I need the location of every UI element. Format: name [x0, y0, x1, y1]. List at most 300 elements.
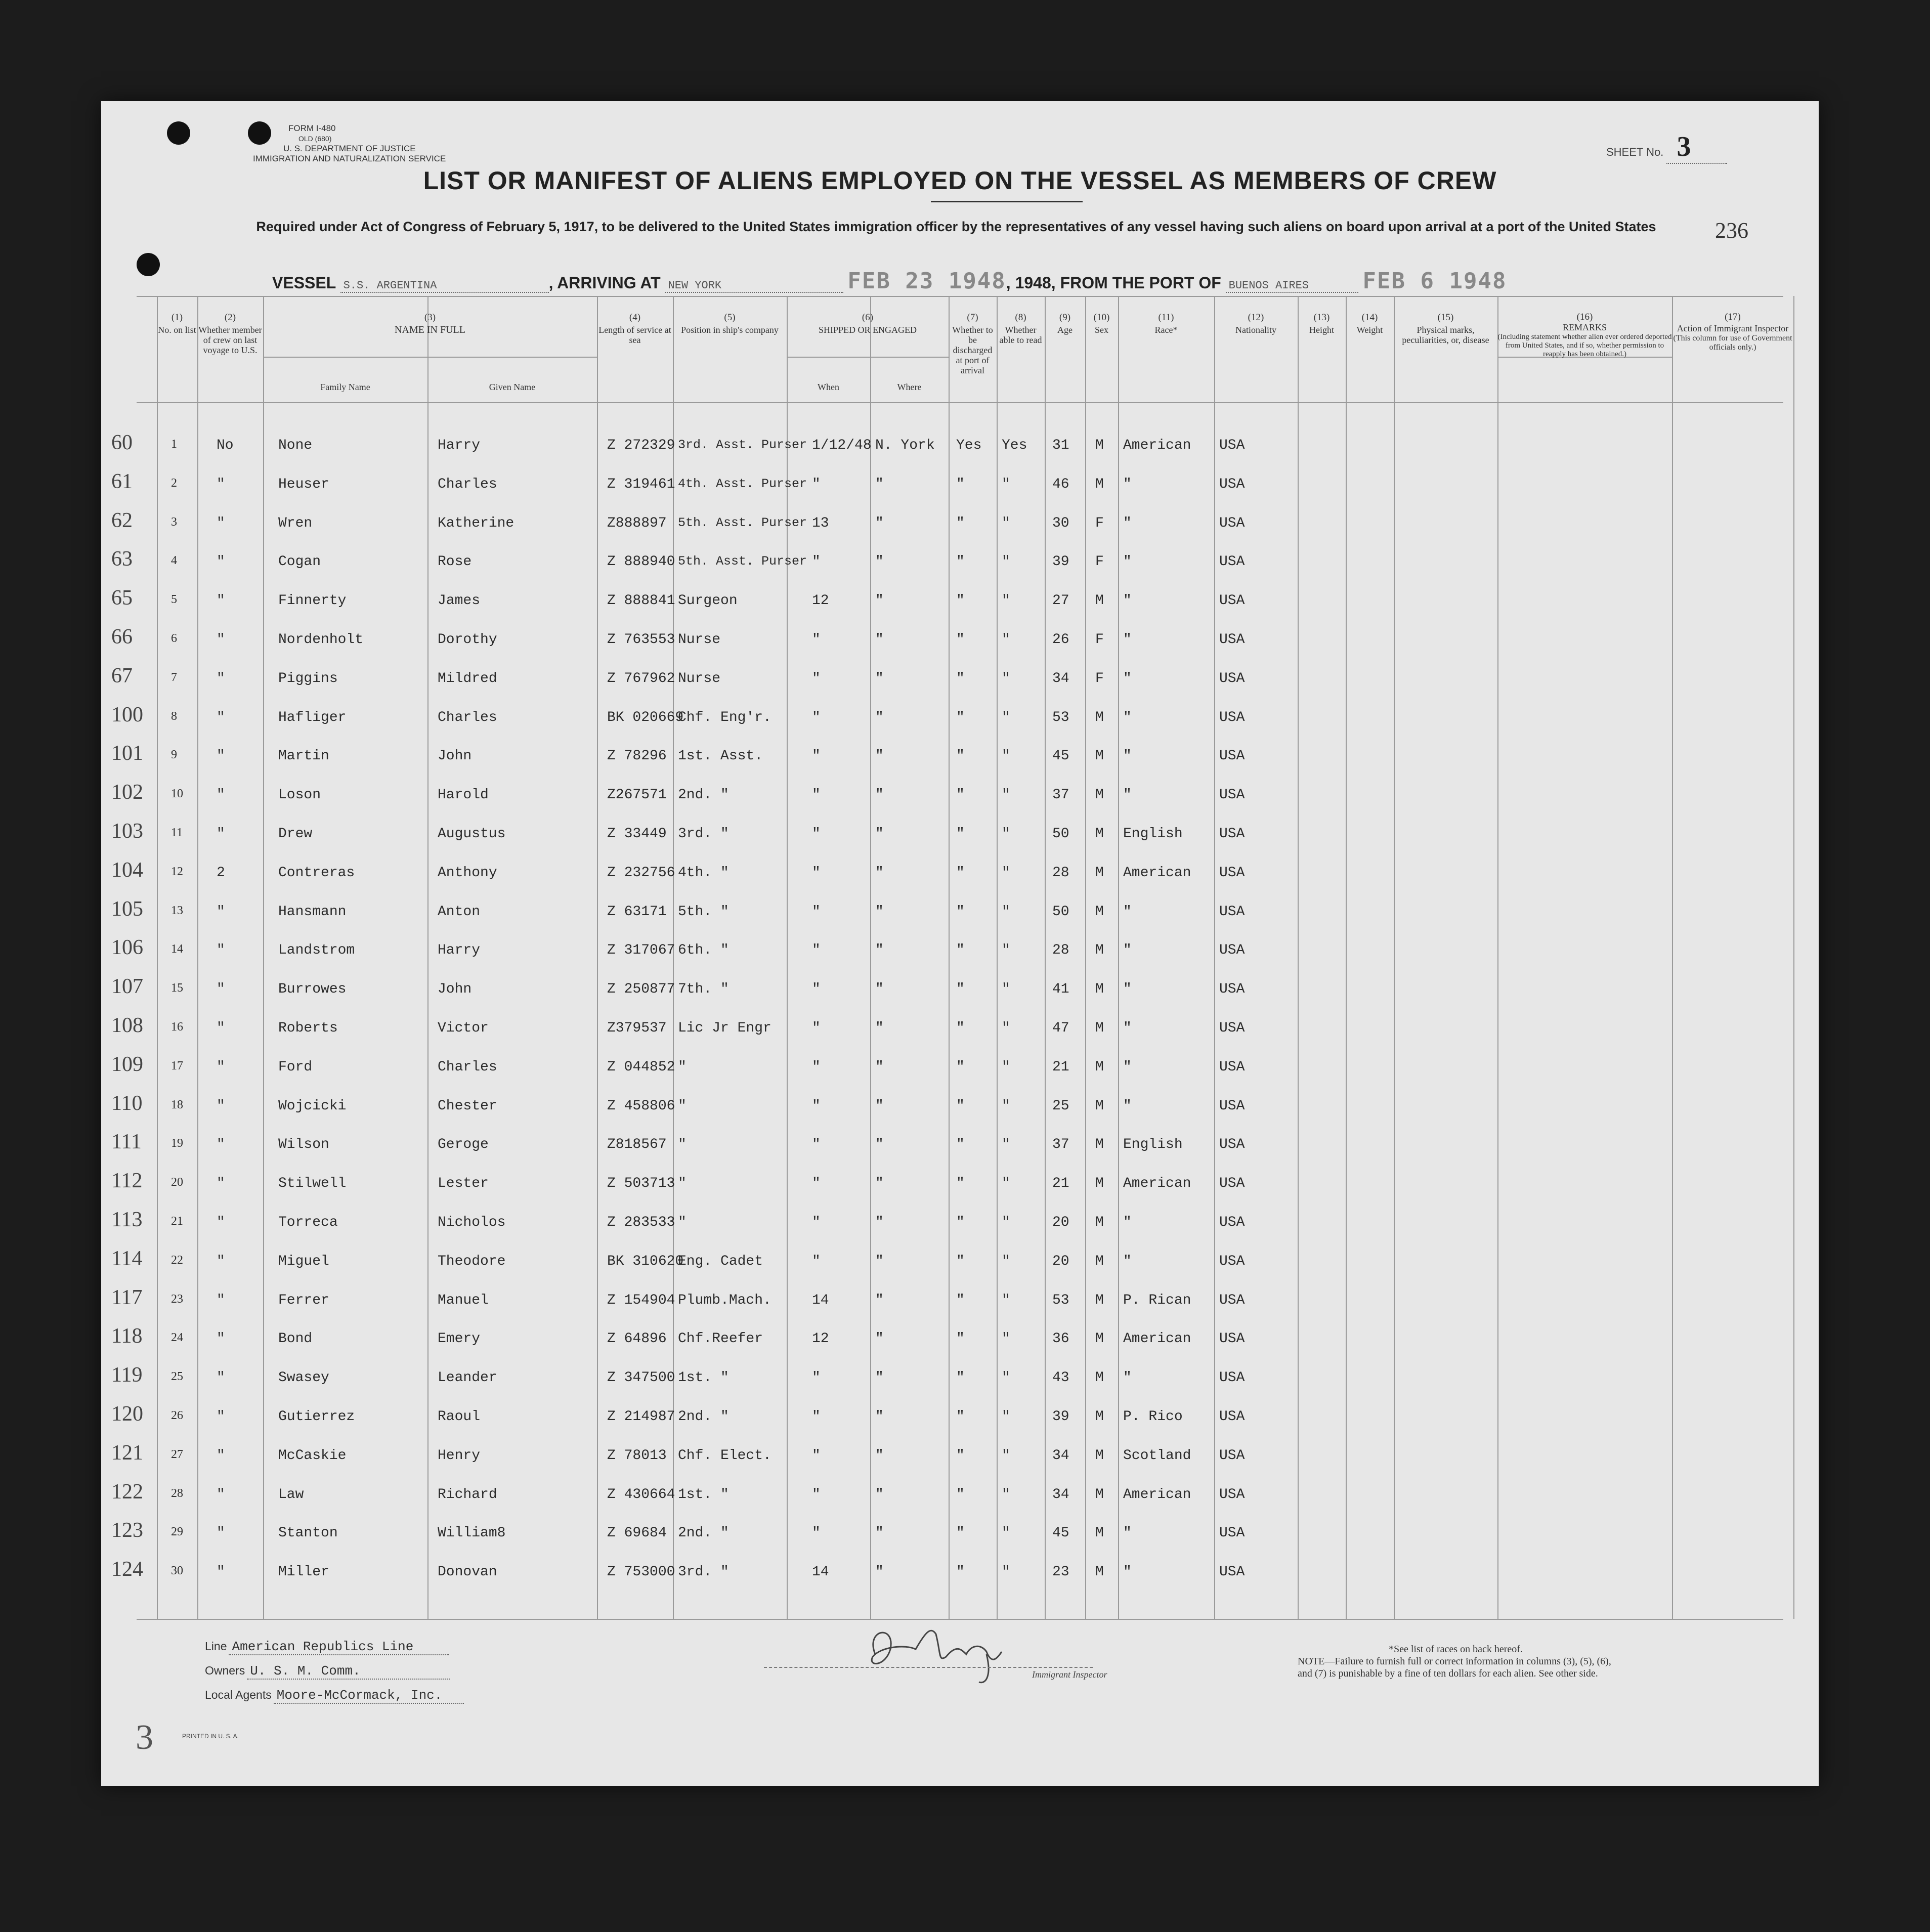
discharged: "	[956, 1370, 965, 1386]
sex: M	[1095, 709, 1104, 725]
last-voyage: "	[217, 1176, 225, 1192]
age: 25	[1052, 1098, 1069, 1114]
given-name: Victor	[438, 1020, 489, 1036]
able-to-read: "	[1002, 1370, 1010, 1386]
age: 46	[1052, 476, 1069, 492]
family-name: Wojcicki	[278, 1098, 347, 1114]
row-number: 14	[171, 942, 183, 956]
table-row	[101, 1441, 1819, 1483]
position: Chf. Elect.	[678, 1447, 771, 1464]
sex: M	[1095, 1253, 1104, 1269]
race: American	[1123, 1176, 1191, 1192]
shipped-where: "	[875, 1098, 884, 1114]
row-number: 16	[171, 1020, 183, 1034]
able-to-read: "	[1002, 865, 1010, 881]
position: Surgeon	[678, 593, 738, 609]
row-number: 9	[171, 748, 177, 762]
row-number: 24	[171, 1331, 183, 1345]
sex: M	[1095, 1486, 1104, 1502]
race: English	[1123, 826, 1183, 842]
page-title: LIST OR MANIFEST OF ALIENS EMPLOYED ON THE VESSEL AS MEMBERS OF CREW	[423, 166, 1497, 195]
race: "	[1123, 787, 1132, 803]
shipped-where: "	[875, 1020, 884, 1036]
shipped-where: "	[875, 1447, 884, 1464]
age: 43	[1052, 1370, 1069, 1386]
family-name: Miller	[278, 1564, 329, 1580]
agents-field	[205, 1688, 464, 1704]
last-voyage: "	[217, 1409, 225, 1425]
shipped-where: "	[875, 748, 884, 764]
line-value: American Republics Line	[229, 1639, 449, 1655]
given-name: Henry	[438, 1447, 481, 1464]
service-length: Z267571	[607, 787, 667, 803]
shipped-where: "	[875, 1215, 884, 1230]
position: "	[678, 1059, 687, 1075]
last-voyage: "	[217, 1253, 225, 1269]
family-name: Stanton	[278, 1525, 338, 1541]
table-row	[101, 1402, 1819, 1444]
discharged: "	[956, 787, 965, 803]
table-row	[101, 1169, 1819, 1211]
col-head-3: (3) NAME IN FULL	[395, 312, 465, 335]
line-field	[205, 1639, 449, 1655]
row-number: 29	[171, 1525, 183, 1539]
position: Nurse	[678, 670, 721, 686]
given-name: Theodore	[438, 1253, 506, 1269]
nationality: USA	[1219, 1525, 1245, 1541]
service-length: Z 283533	[607, 1215, 675, 1230]
nationality: USA	[1219, 476, 1245, 492]
age: 20	[1052, 1215, 1069, 1230]
service-length: Z 69684	[607, 1525, 667, 1541]
sex: M	[1095, 942, 1104, 959]
age: 50	[1052, 904, 1069, 920]
given-name: Leander	[438, 1370, 497, 1386]
race: Scotland	[1123, 1447, 1191, 1464]
shipped-where: "	[875, 515, 884, 531]
family-name: Stilwell	[278, 1176, 347, 1192]
race: "	[1123, 709, 1132, 725]
able-to-read: "	[1002, 515, 1010, 531]
position: Plumb.Mach.	[678, 1292, 771, 1308]
table-top-rule	[137, 296, 1783, 297]
race: "	[1123, 554, 1132, 570]
row-number: 22	[171, 1253, 183, 1267]
service-length: Z 753000	[607, 1564, 675, 1580]
position: 2nd. "	[678, 1409, 729, 1425]
shipped-where: "	[875, 1059, 884, 1075]
table-row	[101, 586, 1819, 628]
sex: M	[1095, 1020, 1104, 1036]
family-name: Ford	[278, 1059, 313, 1075]
margin-number: 109	[111, 1052, 143, 1076]
nationality: USA	[1219, 1486, 1245, 1502]
sex: M	[1095, 1098, 1104, 1114]
able-to-read: "	[1002, 1253, 1010, 1269]
discharged: "	[956, 593, 965, 609]
able-to-read: "	[1002, 632, 1010, 648]
discharged: "	[956, 1564, 965, 1580]
given-name: Harry	[438, 438, 481, 453]
vessel-line	[272, 268, 1507, 294]
row-number: 7	[171, 670, 177, 684]
race: "	[1123, 1525, 1132, 1541]
position: "	[678, 1215, 687, 1230]
sex: M	[1095, 438, 1104, 453]
race: "	[1123, 593, 1132, 609]
fine-note: NOTE—Failure to furnish full or correct information in columns (3), (5), (6), and (7) is punishable by a fine of ten dollars for each alien. See other side.	[1298, 1656, 1611, 1679]
discharged: "	[956, 1331, 965, 1347]
family-name: Drew	[278, 826, 313, 842]
last-voyage: "	[217, 670, 225, 686]
table-row	[101, 1208, 1819, 1250]
vessel-label: VESSEL	[272, 274, 336, 292]
position: Lic Jr Engr	[678, 1020, 771, 1036]
discharged: "	[956, 1098, 965, 1114]
sex: M	[1095, 1215, 1104, 1230]
sex: M	[1095, 981, 1104, 998]
given-name: Geroge	[438, 1137, 489, 1153]
margin-number: 100	[111, 703, 143, 726]
position: 5th. Asst. Purser	[678, 554, 807, 569]
agents-value: Moore-McCormack, Inc.	[274, 1688, 464, 1704]
discharged: "	[956, 1409, 965, 1425]
race: "	[1123, 1370, 1132, 1386]
table-row	[101, 858, 1819, 900]
able-to-read: "	[1002, 476, 1010, 492]
race: American	[1123, 438, 1191, 453]
service-length: Z 319461	[607, 476, 675, 492]
able-to-read: "	[1002, 1098, 1010, 1114]
able-to-read: "	[1002, 1331, 1010, 1347]
sex: M	[1095, 865, 1104, 881]
shipped-where: "	[875, 1253, 884, 1269]
able-to-read: "	[1002, 1059, 1010, 1075]
margin-number: 113	[111, 1208, 143, 1231]
shipped-when: "	[812, 748, 821, 764]
service-length: Z 430664	[607, 1486, 675, 1502]
given-name: Augustus	[438, 826, 506, 842]
last-voyage: "	[217, 515, 225, 531]
discharged: "	[956, 1292, 965, 1308]
position: "	[678, 1137, 687, 1153]
age: 47	[1052, 1020, 1069, 1036]
col-head-15: (15) Physical marks, peculiarities, or, disease	[1402, 312, 1489, 345]
row-number: 18	[171, 1098, 183, 1111]
row-number: 17	[171, 1059, 183, 1072]
arriving-port: NEW YORK	[665, 279, 843, 293]
margin-number: 118	[111, 1324, 143, 1348]
given-name: William8	[438, 1525, 506, 1541]
row-number: 8	[171, 709, 177, 723]
table-row	[101, 742, 1819, 784]
sex: M	[1095, 1176, 1104, 1192]
given-name: Charles	[438, 476, 497, 492]
discharged: "	[956, 1215, 965, 1230]
discharged: "	[956, 904, 965, 920]
service-length: Z 767962	[607, 670, 675, 686]
given-name: John	[438, 748, 472, 764]
form-department: U. S. DEPARTMENT OF JUSTICE	[283, 144, 416, 153]
sex: M	[1095, 787, 1104, 803]
table-row	[101, 936, 1819, 978]
owners-value: U. S. M. Comm.	[247, 1663, 450, 1680]
race: P. Rico	[1123, 1409, 1183, 1425]
age: 53	[1052, 709, 1069, 725]
row-number: 20	[171, 1176, 183, 1189]
row-number: 15	[171, 981, 183, 995]
position: Nurse	[678, 632, 721, 648]
family-name: Cogan	[278, 554, 321, 570]
margin-number: 106	[111, 936, 143, 960]
shipped-when: "	[812, 1137, 821, 1153]
able-to-read: "	[1002, 593, 1010, 609]
margin-number: 108	[111, 1014, 143, 1037]
position: Eng. Cadet	[678, 1253, 763, 1269]
sex: F	[1095, 670, 1104, 686]
race: American	[1123, 865, 1191, 881]
shipped-where: "	[875, 865, 884, 881]
service-length: Z 347500	[607, 1370, 675, 1386]
given-name: Lester	[438, 1176, 489, 1192]
arrival-date-stamp: FEB 23 1948	[847, 268, 1006, 294]
race: P. Rican	[1123, 1292, 1191, 1308]
table-row	[101, 1324, 1819, 1366]
nationality: USA	[1219, 981, 1245, 998]
table-row	[101, 781, 1819, 823]
margin-number: 110	[111, 1091, 143, 1115]
nationality: USA	[1219, 748, 1245, 764]
race: "	[1123, 1059, 1132, 1075]
given-name: Charles	[438, 709, 497, 725]
family-name: Wilson	[278, 1137, 329, 1153]
family-name: Wren	[278, 515, 313, 531]
family-name: Miguel	[278, 1253, 329, 1269]
margin-number: 102	[111, 781, 143, 804]
table-row	[101, 664, 1819, 706]
sex: M	[1095, 1564, 1104, 1580]
family-name: Martin	[278, 748, 329, 764]
table-row	[101, 1285, 1819, 1328]
service-length: Z 044852	[607, 1059, 675, 1075]
given-name: Emery	[438, 1331, 481, 1347]
col-head-11: (11) Race*	[1154, 312, 1178, 335]
col-head-3-family: Family Name	[320, 382, 370, 392]
race: "	[1123, 904, 1132, 920]
shipped-where: "	[875, 826, 884, 842]
margin-number: 60	[111, 431, 133, 454]
shipped-when: "	[812, 1486, 821, 1502]
sex: M	[1095, 1137, 1104, 1153]
discharged: "	[956, 981, 965, 998]
race: "	[1123, 515, 1132, 531]
family-name: Torreca	[278, 1215, 338, 1230]
discharged: Yes	[956, 438, 982, 453]
col-head-2: (2) Whether member of crew on last voyage to U.S.	[198, 312, 262, 355]
owners-label: Owners	[205, 1664, 245, 1677]
nationality: USA	[1219, 942, 1245, 959]
age: 39	[1052, 554, 1069, 570]
discharged: "	[956, 1059, 965, 1075]
shipped-when: "	[812, 670, 821, 686]
table-row	[101, 820, 1819, 862]
discharged: "	[956, 1176, 965, 1192]
family-name: Bond	[278, 1331, 313, 1347]
discharged: "	[956, 1447, 965, 1464]
row-number: 28	[171, 1486, 183, 1500]
given-name: Charles	[438, 1059, 497, 1075]
margin-number: 67	[111, 664, 133, 688]
service-length: Z 317067	[607, 942, 675, 959]
vessel-name: S.S. ARGENTINA	[340, 279, 549, 293]
nationality: USA	[1219, 709, 1245, 725]
race: English	[1123, 1137, 1183, 1153]
position: 1st. Asst.	[678, 748, 763, 764]
nationality: USA	[1219, 1215, 1245, 1230]
family-name: Loson	[278, 787, 321, 803]
margin-number: 107	[111, 975, 143, 999]
age: 39	[1052, 1409, 1069, 1425]
margin-number: 103	[111, 820, 143, 843]
sex: F	[1095, 515, 1104, 531]
margin-number: 112	[111, 1169, 143, 1193]
last-voyage: "	[217, 904, 225, 920]
given-name: Katherine	[438, 515, 514, 531]
age: 41	[1052, 981, 1069, 998]
punch-hole	[167, 121, 190, 145]
age: 34	[1052, 1486, 1069, 1502]
col-head-14: (14) Weight	[1356, 312, 1383, 335]
age: 36	[1052, 1331, 1069, 1347]
row-number: 19	[171, 1137, 183, 1150]
shipped-when: "	[812, 476, 821, 492]
margin-number: 123	[111, 1519, 143, 1542]
last-voyage: "	[217, 1564, 225, 1580]
nationality: USA	[1219, 1409, 1245, 1425]
col-head-9: (9) Age	[1057, 312, 1073, 335]
age: 21	[1052, 1059, 1069, 1075]
nationality: USA	[1219, 826, 1245, 842]
col-head-5: (5) Position in ship's company	[681, 312, 779, 335]
discharged: "	[956, 865, 965, 881]
service-length: Z 763553	[607, 632, 675, 648]
position: 4th. Asst. Purser	[678, 476, 807, 491]
shipped-when: "	[812, 1098, 821, 1114]
service-length: Z 503713	[607, 1176, 675, 1192]
sex: M	[1095, 476, 1104, 492]
last-voyage: "	[217, 1020, 225, 1036]
table-row	[101, 703, 1819, 745]
table-row	[101, 431, 1819, 473]
sex: F	[1095, 554, 1104, 570]
shipped-when: 13	[812, 515, 829, 531]
shipped-where: "	[875, 1176, 884, 1192]
row-number: 1	[171, 438, 177, 451]
shipped-where: "	[875, 476, 884, 492]
col-head-6-when: When	[818, 382, 839, 392]
able-to-read: "	[1002, 1292, 1010, 1308]
margin-number: 63	[111, 547, 133, 571]
given-name: John	[438, 981, 472, 998]
shipped-when: "	[812, 865, 821, 881]
shipped-where: "	[875, 942, 884, 959]
punch-hole	[248, 121, 271, 145]
age: 30	[1052, 515, 1069, 531]
last-voyage: "	[217, 1447, 225, 1464]
form-old-number: OLD (680)	[298, 135, 332, 143]
margin-number: 111	[111, 1130, 142, 1154]
service-length: Z888897	[607, 515, 667, 531]
discharged: "	[956, 1020, 965, 1036]
shipped-where: "	[875, 1292, 884, 1308]
table-row	[101, 508, 1819, 551]
race: "	[1123, 632, 1132, 648]
row-number: 5	[171, 593, 177, 607]
sex: M	[1095, 1292, 1104, 1308]
age: 50	[1052, 826, 1069, 842]
discharged: "	[956, 670, 965, 686]
able-to-read: "	[1002, 826, 1010, 842]
race: "	[1123, 942, 1132, 959]
shipped-when: "	[812, 1409, 821, 1425]
given-name: James	[438, 593, 481, 609]
family-name: Hafliger	[278, 709, 347, 725]
col-head-8: (8) Whether able to read	[999, 312, 1042, 345]
service-length: Z 63171	[607, 904, 667, 920]
able-to-read: "	[1002, 981, 1010, 998]
family-name: Landstrom	[278, 942, 355, 959]
shipped-where: "	[875, 1409, 884, 1425]
age: 37	[1052, 787, 1069, 803]
discharged: "	[956, 1253, 965, 1269]
able-to-read: "	[1002, 670, 1010, 686]
race: "	[1123, 1253, 1132, 1269]
discharged: "	[956, 1525, 965, 1541]
family-name: Heuser	[278, 476, 329, 492]
given-name: Harry	[438, 942, 481, 959]
able-to-read: "	[1002, 1525, 1010, 1541]
shipped-when: 14	[812, 1564, 829, 1580]
form-number: FORM I-480	[288, 123, 336, 133]
sex: M	[1095, 904, 1104, 920]
service-length: Z 888841	[607, 593, 675, 609]
table-row	[101, 1247, 1819, 1289]
col-head-12: (12) Nationality	[1235, 312, 1276, 335]
age: 23	[1052, 1564, 1069, 1580]
last-voyage: "	[217, 942, 225, 959]
able-to-read: "	[1002, 1409, 1010, 1425]
age: 28	[1052, 942, 1069, 959]
age: 37	[1052, 1137, 1069, 1153]
service-length: Z 78296	[607, 748, 667, 764]
nationality: USA	[1219, 1098, 1245, 1114]
col-head-1: (1) No. on list	[158, 312, 196, 335]
able-to-read: Yes	[1002, 438, 1027, 453]
age: 53	[1052, 1292, 1069, 1308]
family-name: Swasey	[278, 1370, 329, 1386]
position: 3rd. Asst. Purser	[678, 438, 807, 452]
shipped-where: "	[875, 787, 884, 803]
last-voyage: "	[217, 826, 225, 842]
col-head-13: (13) Height	[1309, 312, 1334, 335]
given-name: Rose	[438, 554, 472, 570]
shipped-when: "	[812, 904, 821, 920]
service-length: Z 458806	[607, 1098, 675, 1114]
able-to-read: "	[1002, 904, 1010, 920]
table-row	[101, 897, 1819, 939]
shipped-when: "	[812, 1253, 821, 1269]
age: 34	[1052, 670, 1069, 686]
